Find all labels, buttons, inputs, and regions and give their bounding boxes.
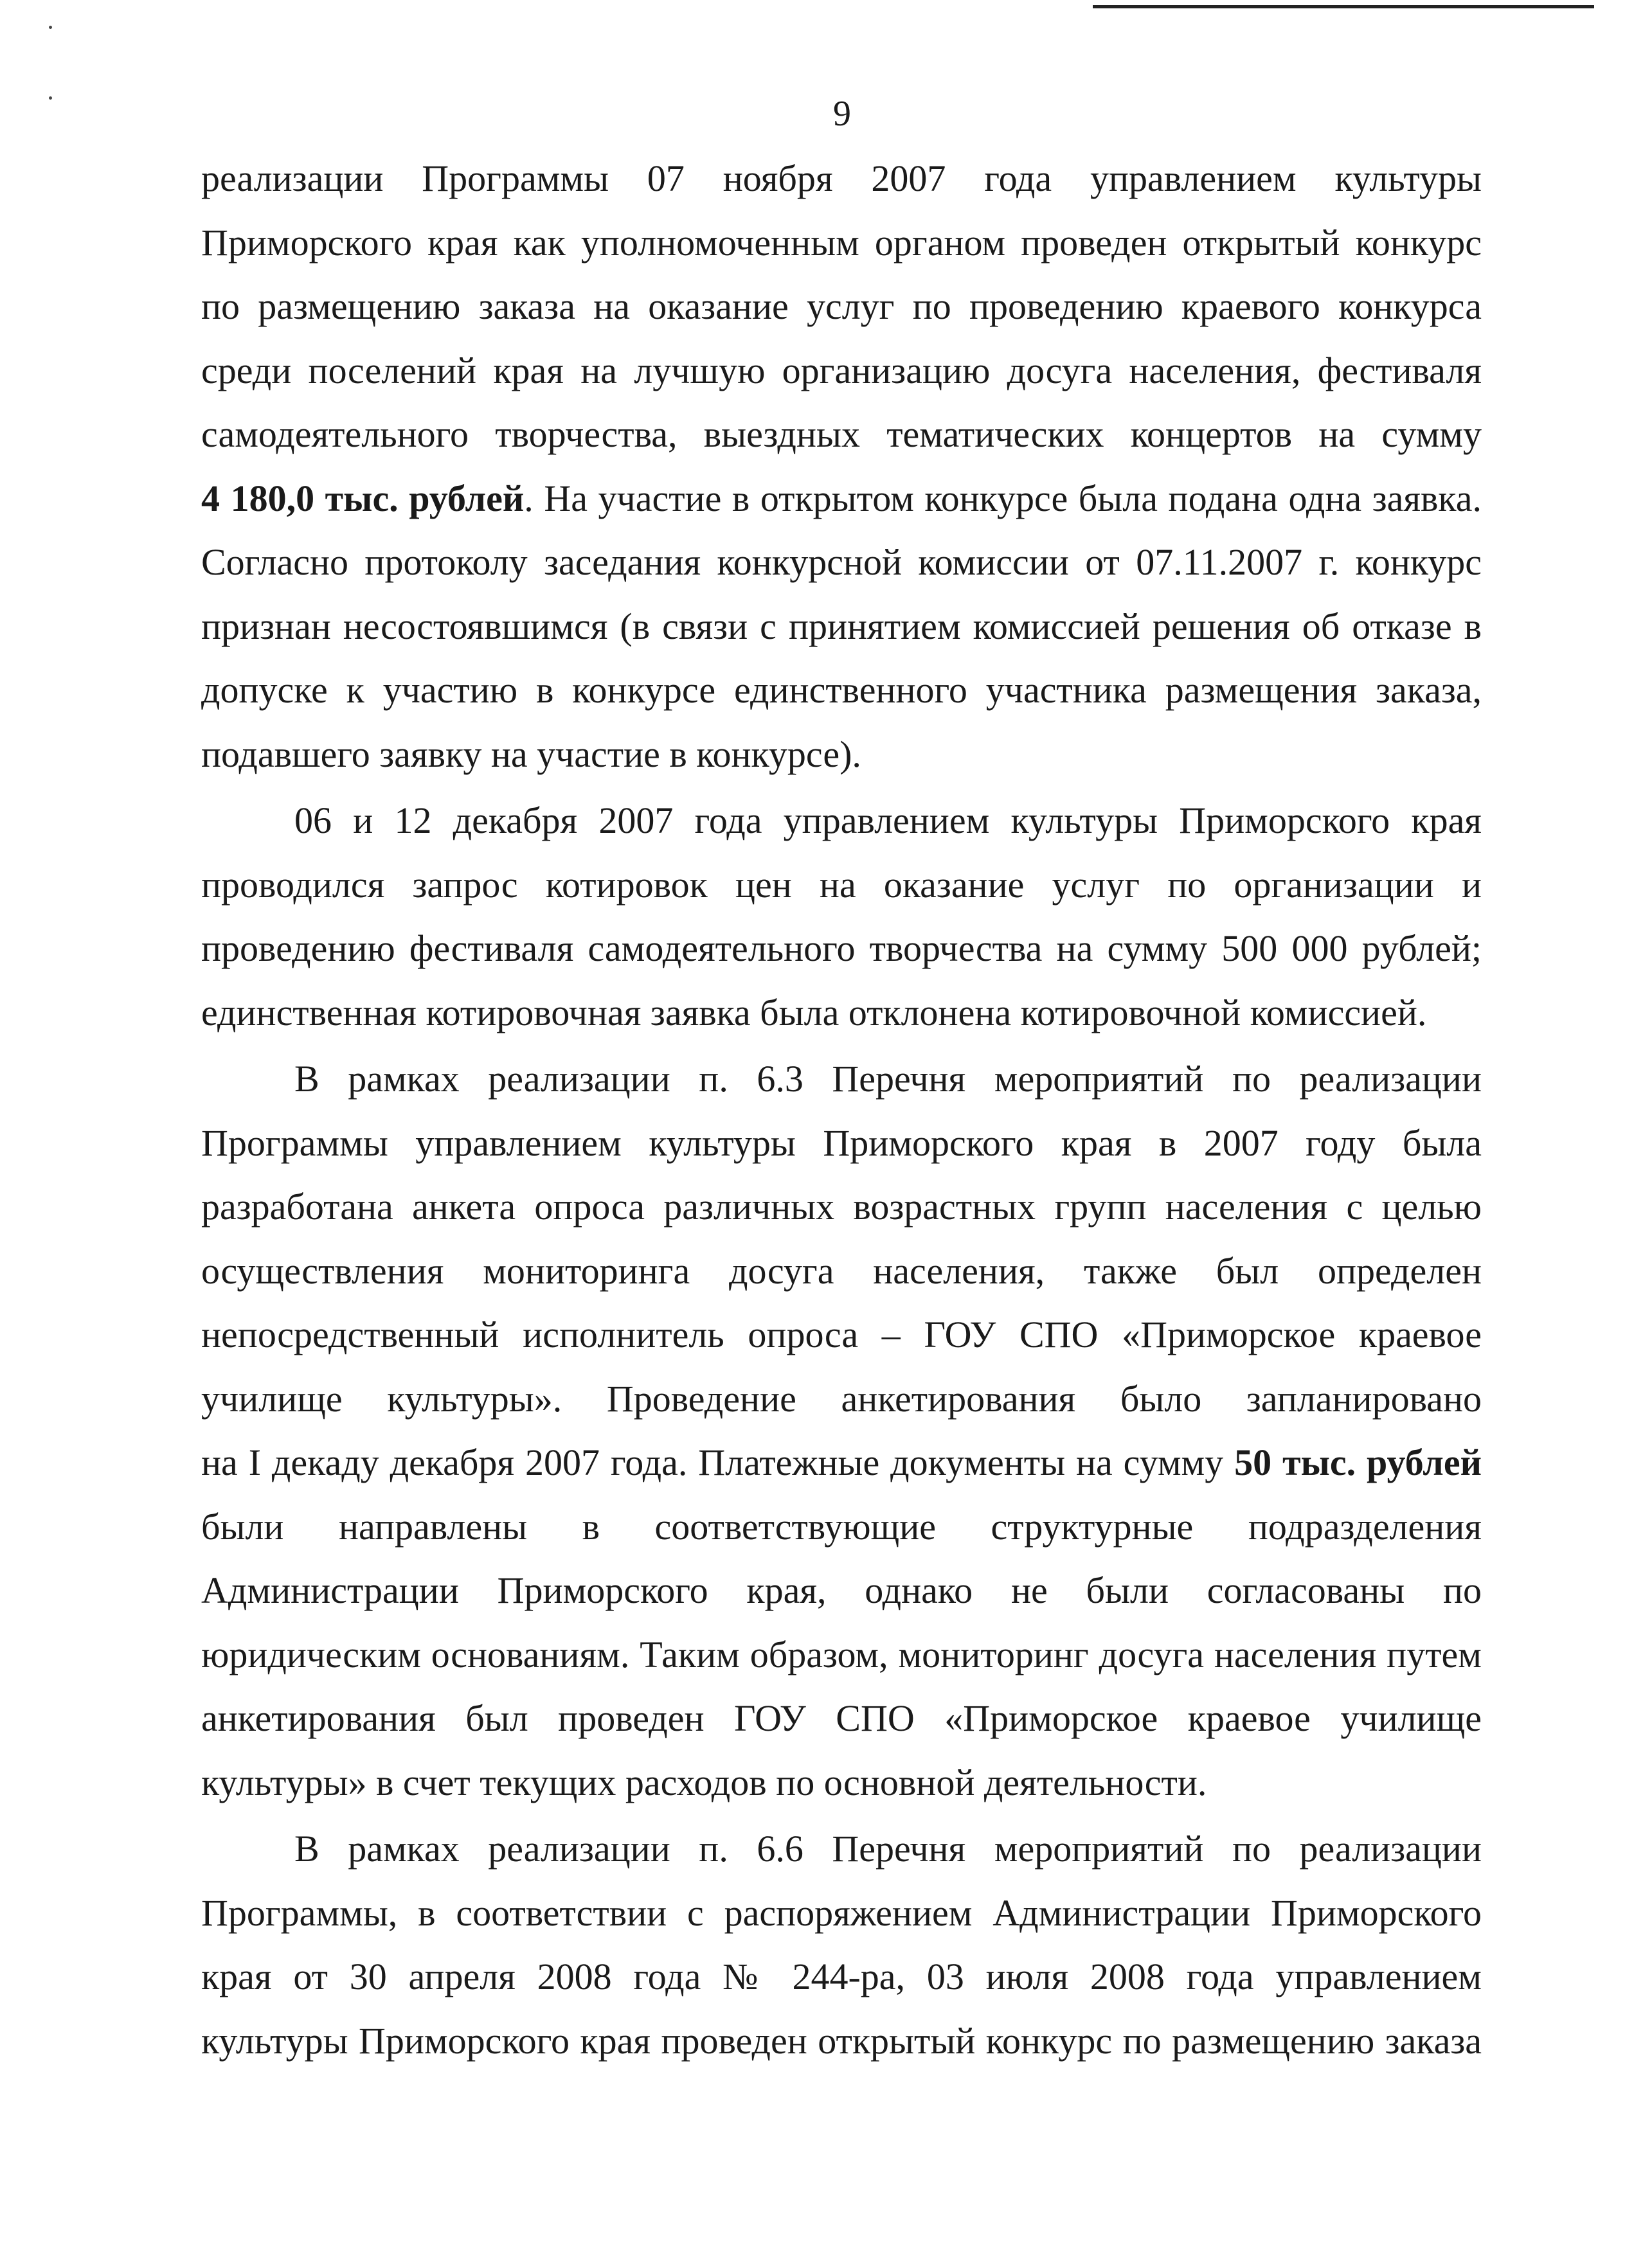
text-line [201, 1751, 1482, 1815]
text-line [201, 1431, 1482, 1495]
text-line [201, 402, 1482, 467]
text-line [201, 147, 1482, 211]
text-segment: края от 30 апреля 2008 года № 244-ра, 03 июля 2008 года управлением [201, 1956, 1482, 1997]
text-segment: В рамках реализации п. 6.3 Перечня мероприятий по реализации [294, 1058, 1482, 1100]
text-segment: культуры» в счет текущих расходов по основной деятельности. [201, 1761, 1207, 1803]
text-line [201, 658, 1482, 722]
text-segment: . На участие в открытом конкурсе была подана одна заявка. [524, 477, 1482, 519]
text-line [201, 594, 1482, 659]
text-segment: Программы управлением культуры Приморского края в 2007 году была [201, 1121, 1482, 1164]
text-segment: 06 и 12 декабря 2007 года управлением культуры Приморского края [294, 799, 1482, 841]
paragraph [201, 1047, 1482, 1814]
text-segment: допуске к участию в конкурсе единственного участника размещения заказа, [201, 669, 1482, 711]
text-segment: училище культуры». Проведение анкетирования было запланировано [201, 1377, 1482, 1420]
text-line [201, 274, 1482, 339]
bold-amount: 4 180,0 тыс. рублей [201, 477, 525, 519]
text-line [201, 530, 1482, 594]
text-segment: по размещению заказа на оказание услуг по проведению краевого конкурса [201, 285, 1482, 327]
text-line [201, 1881, 1482, 1945]
text-line [201, 1686, 1482, 1751]
text-line [201, 467, 1482, 531]
text-line [201, 853, 1482, 917]
top-rule [1093, 5, 1594, 8]
text-segment: были направлены в соответствующие структурные подразделения [201, 1505, 1482, 1548]
paragraph [201, 789, 1482, 1044]
page-number: 9 [833, 94, 851, 134]
text-line [201, 1367, 1482, 1431]
text-line [201, 1945, 1482, 2009]
text-segment: Программы, в соответствии с распоряжением Администрации Приморского [201, 1891, 1482, 1934]
text-segment: юридическим основаниям. Таким образом, мониторинг досуга населения путем [201, 1633, 1482, 1675]
text-segment: осуществления мониторинга досуга населения, также был определен [201, 1249, 1482, 1292]
text-segment: Администрации Приморского края, однако не были согласованы по [201, 1569, 1482, 1611]
text-line [201, 1239, 1482, 1303]
text-segment: непосредственный исполнитель опроса – ГОУ СПО «Приморское краевое [201, 1314, 1482, 1355]
text-segment: самодеятельного творчества, выездных тематических концертов на сумму [201, 413, 1482, 455]
text-segment: культуры Приморского края проведен открытый конкурс по размещению заказа [201, 2019, 1482, 2062]
text-segment: Согласно протоколу заседания конкурсной комиссии от 07.11.2007 г. конкурс [201, 541, 1482, 583]
scan-speck [49, 96, 52, 100]
text-segment: разработана анкета опроса различных возрастных групп населения с целью [201, 1186, 1482, 1228]
text-line [201, 1175, 1482, 1239]
text-segment: среди поселений края на лучшую организацию досуга населения, фестиваля [201, 349, 1482, 391]
text-segment: проводился запрос котировок цен на оказание услуг по организации и [201, 863, 1482, 906]
text-segment: признан несостоявшимся (в связи с принятием комиссией решения об отказе в [201, 605, 1482, 647]
text-line [201, 916, 1482, 981]
text-segment: единственная котировочная заявка была отклонена котировочной комиссией. [201, 991, 1427, 1033]
document-body [201, 147, 1482, 2075]
text-line [201, 1817, 1482, 1881]
text-line [201, 981, 1482, 1045]
text-segment: анкетирования был проведен ГОУ СПО «Приморское краевое училище [201, 1697, 1482, 1739]
text-line [201, 211, 1482, 275]
text-line [201, 339, 1482, 403]
text-line [201, 1558, 1482, 1623]
text-line [201, 2009, 1482, 2073]
text-segment: подавшего заявку на участие в конкурсе). [201, 733, 861, 775]
text-line [201, 789, 1482, 853]
text-line [201, 1495, 1482, 1559]
text-segment: В рамках реализации п. 6.6 Перечня мероприятий по реализации [294, 1828, 1482, 1870]
scan-speck [49, 26, 52, 29]
text-segment: проведению фестиваля самодеятельного творчества на сумму 500 000 рублей; [201, 927, 1482, 969]
text-line [201, 1303, 1482, 1367]
text-segment: Приморского края как уполномоченным органом проведен открытый конкурс [201, 221, 1482, 263]
bold-amount: 50 тыс. рублей [1234, 1442, 1482, 1483]
text-segment: на I декаду декабря 2007 года. Платежные документы на сумму [201, 1442, 1235, 1483]
text-line [201, 1047, 1482, 1111]
text-line [201, 1111, 1482, 1175]
paragraph [201, 147, 1482, 786]
text-line [201, 722, 1482, 787]
paragraph [201, 1817, 1482, 2073]
text-line [201, 1623, 1482, 1687]
text-segment: реализации Программы 07 ноября 2007 года управлением культуры [201, 157, 1482, 199]
